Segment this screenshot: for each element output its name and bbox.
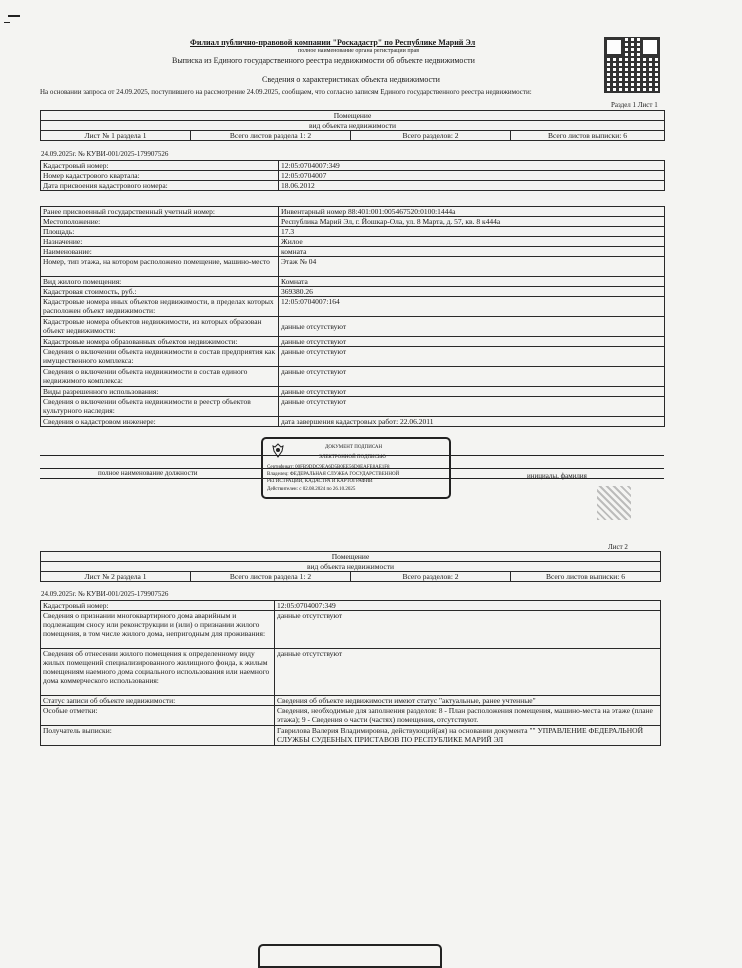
table-row [41, 337, 665, 347]
table-row [41, 277, 665, 287]
table-row [41, 297, 665, 317]
object-type-label: вид объекта недвижимости [41, 562, 661, 572]
request-text: На основании запроса от 24.09.2025, поступившего на рассмотрение 24.09.2025, сообщаем, что согласно записям Единого государственного реестра недвижимости: [40, 88, 532, 96]
row-label: Получатель выписки: [41, 726, 275, 746]
row-value: данные отсутствуют [275, 649, 661, 696]
section-title: Сведения о характеристиках объекта недвижимости [262, 75, 440, 84]
sheet1-details-table [40, 206, 665, 427]
row-label: Местоположение: [41, 217, 279, 227]
row-label: Особые отметки: [41, 706, 275, 726]
electronic-signature-stamp [261, 437, 451, 499]
row-label: Назначение: [41, 237, 279, 247]
row-value: Республика Марий Эл, г. Йошкар-Ола, ул. 8 Марта, д. 57, кв. 8 к444а [279, 217, 665, 227]
row-value: 12:05:0704007:349 [275, 601, 661, 611]
table-row [41, 317, 665, 337]
object-type: Помещение [41, 552, 661, 562]
scan-mark [8, 15, 20, 17]
sheet2-details-table [40, 600, 661, 746]
row-value: 12:05:0704007 [279, 171, 665, 181]
total-sheets-extract: Всего листов выписки: 6 [511, 131, 665, 141]
table-row [41, 696, 661, 706]
scan-mark [4, 22, 10, 23]
row-value: Этаж № 04 [279, 257, 665, 277]
sheet1-basic-table [40, 160, 665, 191]
table-row [41, 706, 661, 726]
bottom-stamp-fragment [258, 944, 442, 968]
org-title: Филиал публично-правовой компании "Роскадастр" по Республике Марий Эл [190, 38, 476, 47]
table-row [41, 367, 665, 387]
table-row [41, 227, 665, 237]
row-value: Сведения, необходимые для заполнения разделов: 8 - План расположения помещения, машино-места на этаже (плане этажа); 9 - Сведения о части (частях) помещения, отсутствуют. [275, 706, 661, 726]
faded-qr-image [597, 486, 631, 520]
table-row [41, 161, 665, 171]
page-ref-1: Раздел 1 Лист 1 [611, 101, 658, 109]
row-value: Жилое [279, 237, 665, 247]
row-label: Сведения о кадастровом инженере: [41, 417, 279, 427]
object-type: Помещение [41, 111, 665, 121]
table-row [41, 207, 665, 217]
row-label: Дата присвоения кадастрового номера: [41, 181, 279, 191]
total-sheets-extract: Всего листов выписки: 6 [511, 572, 661, 582]
row-value: данные отсутствуют [279, 347, 665, 367]
sheet-section: Лист № 2 раздела 1 [41, 572, 191, 582]
total-sheets-section: Всего листов раздела 1: 2 [191, 572, 351, 582]
extract-title: Выписка из Единого государственного реестра недвижимости об объекте недвижимости [172, 56, 475, 65]
row-value: дата завершения кадастровых работ: 22.06.2011 [279, 417, 665, 427]
row-value: данные отсутствуют [279, 397, 665, 417]
table-row [41, 726, 661, 746]
row-label: Сведения об отнесении жилого помещения к определенному виду жилых помещений специализированного жилищного фонда, к жилым помещениям наемного дома социального использования или наемного дома коммерческого использования: [41, 649, 275, 696]
sheet1-header-table [40, 110, 665, 141]
table-row [41, 247, 665, 257]
table-row [41, 257, 665, 277]
row-value: данные отсутствуют [279, 337, 665, 347]
doc-number: 24.09.2025г. № КУВИ-001/2025-179907526 [41, 590, 169, 598]
row-value: данные отсутствуют [279, 387, 665, 397]
row-label: Сведения о включении объекта недвижимости в реестр объектов культурного наследия: [41, 397, 279, 417]
table-row [41, 387, 665, 397]
row-label: Сведения о включении объекта недвижимости в состав предприятия как имущественного комплекса: [41, 347, 279, 367]
row-value: Комната [279, 277, 665, 287]
table-row [41, 649, 661, 696]
row-value: Гаврилова Валерия Владимировна, действующий(ая) на основании документа "" УПРАВЛЕНИЕ ФЕДЕРАЛЬНОЙ СЛУЖБЫ СУДЕБНЫХ ПРИСТАВОВ ПО РЕСПУБЛИКЕ МАРИЙ ЭЛ [275, 726, 661, 746]
table-row [41, 397, 665, 417]
total-sections: Всего разделов: 2 [351, 131, 511, 141]
row-label: Кадастровая стоимость, руб.: [41, 287, 279, 297]
table-row [41, 217, 665, 227]
row-value: данные отсутствуют [279, 367, 665, 387]
sheet-section: Лист № 1 раздела 1 [41, 131, 191, 141]
row-label: Площадь: [41, 227, 279, 237]
stamp-line-3: Сертификат: 00FB9DDC9EA6D5B0EE56D0EAFE8AE1F8 [267, 465, 390, 470]
sheet2-header-table [40, 551, 661, 582]
stamp-line-6: Действителен: с 02.08.2024 по 26.10.2025 [267, 487, 356, 492]
row-label: Статус записи об объекте недвижимости: [41, 696, 275, 706]
row-value: 17.3 [279, 227, 665, 237]
table-row [41, 181, 665, 191]
row-value: 12:05:0704007:164 [279, 297, 665, 317]
table-row [41, 347, 665, 367]
row-label: Кадастровые номера объектов недвижимости, из которых образован объект недвижимости: [41, 317, 279, 337]
row-label: Номер, тип этажа, на котором расположено помещение, машино-место [41, 257, 279, 277]
table-row [41, 601, 661, 611]
row-value: 12:05:0704007:349 [279, 161, 665, 171]
row-value: 369380.26 [279, 287, 665, 297]
row-label: Кадастровые номера образованных объектов недвижимости: [41, 337, 279, 347]
row-value: Инвентарный номер 88:401:001:005467520:0100:1444а [279, 207, 665, 217]
total-sheets-section: Всего листов раздела 1: 2 [191, 131, 351, 141]
row-label: Вид жилого помещения: [41, 277, 279, 287]
row-label: Кадастровые номера иных объектов недвижимости, в пределах которых расположен объект недвижимости: [41, 297, 279, 317]
table-row [41, 611, 661, 649]
row-label: Номер кадастрового квартала: [41, 171, 279, 181]
object-type-label: вид объекта недвижимости [41, 121, 665, 131]
row-value: данные отсутствуют [279, 317, 665, 337]
table-row [41, 237, 665, 247]
row-value: Сведения об объекте недвижимости имеют статус "актуальные, ранее учтенные" [275, 696, 661, 706]
row-label: Сведения о включении объекта недвижимости в состав единого недвижимого комплекса: [41, 367, 279, 387]
stamp-line-5: РЕГИСТРАЦИИ, КАДАСТРА И КАРТОГРАФИИ [267, 479, 373, 484]
row-label: Кадастровый номер: [41, 161, 279, 171]
row-label: Виды разрешенного использования: [41, 387, 279, 397]
org-subtitle: полное наименование органа регистрации прав [298, 48, 420, 54]
table-row [41, 417, 665, 427]
row-label: Ранее присвоенный государственный учетный номер: [41, 207, 279, 217]
sheet2-ref: Лист 2 [608, 543, 628, 551]
row-label: Сведения о признании многоквартирного дома аварийным и подлежащим сносу или реконструкции и (или) о признании жилого помещения, в том числе жилого дома, непригодным для проживания: [41, 611, 275, 649]
table-row [41, 171, 665, 181]
row-value: комната [279, 247, 665, 257]
row-value: данные отсутствуют [275, 611, 661, 649]
row-value: 18.06.2012 [279, 181, 665, 191]
row-label: Кадастровый номер: [41, 601, 275, 611]
table-row [41, 287, 665, 297]
total-sections: Всего разделов: 2 [351, 572, 511, 582]
name-label: инициалы, фамилия [527, 472, 587, 480]
stamp-line-2: ЭЛЕКТРОННОЙ ПОДПИСЬЮ [319, 455, 386, 460]
position-label: полное наименование должности [98, 469, 198, 477]
stamp-line-4: Владелец: ФЕДЕРАЛЬНАЯ СЛУЖБА ГОСУДАРСТВЕННОЙ [267, 472, 400, 477]
doc-number: 24.09.2025г. № КУВИ-001/2025-179907526 [41, 150, 169, 158]
stamp-line-1: ДОКУМЕНТ ПОДПИСАН [325, 445, 383, 450]
row-label: Наименование: [41, 247, 279, 257]
qr-code-image [604, 37, 660, 93]
